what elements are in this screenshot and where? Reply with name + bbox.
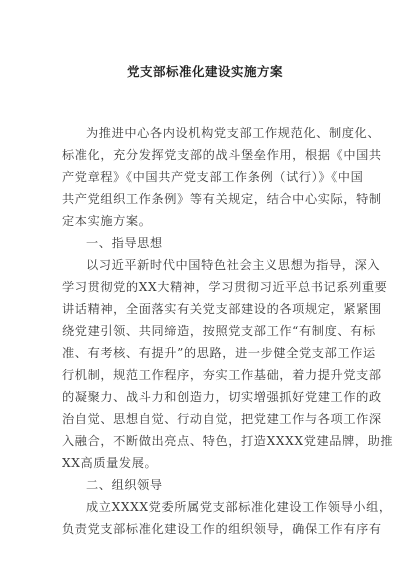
paragraph-line: 行机制，规范工作程序，夯实工作基础，着力提升党支部 bbox=[62, 368, 382, 382]
paragraph-line: 产党章程》《中国共产党支部工作条例（试行）》《中国 bbox=[62, 170, 364, 184]
paragraph-line: 成立XXXX党委所属党支部标准化建设工作领导小组， bbox=[86, 500, 392, 514]
paragraph-line: 的凝聚力、战斗力和创造力，切实增强抓好党建工作的政 bbox=[62, 390, 382, 404]
paragraph-line: 为推进中心各内设机构党支部工作规范化、制度化、 bbox=[86, 126, 381, 140]
paragraph-line: 讲话精神，全面落实有关党支部建设的各项规定，紧紧围 bbox=[62, 302, 382, 316]
section-heading: 一、指导思想 bbox=[86, 236, 163, 250]
paragraph-line: 学习贯彻党的XX大精神，学习贯彻习近平总书记系列重要 bbox=[62, 280, 388, 294]
paragraph-line: 标准化，充分发挥党支部的战斗堡垒作用，根据《中国共 bbox=[62, 148, 382, 162]
paragraph-line: 准、有考核、有提升”的思路，进一步健全党支部工作运 bbox=[62, 346, 376, 360]
paragraph-line: XX高质量发展。 bbox=[62, 456, 158, 470]
document-title: 党支部标准化建设实施方案 bbox=[126, 64, 283, 79]
paragraph-line: 入融合，不断做出亮点、特色，打造XXXX党建品牌，助推 bbox=[62, 434, 394, 448]
paragraph-line: 共产党组织工作条例》等有关规定，结合中心实际，特制 bbox=[62, 192, 382, 206]
paragraph-line: 定本实施方案。 bbox=[62, 214, 152, 228]
paragraph-line: 以习近平新时代中国特色社会主义思想为指导，深入 bbox=[86, 258, 381, 272]
section-heading: 二、组织领导 bbox=[86, 478, 163, 492]
paragraph-line: 治自觉、思想自觉、行动自觉，把党建工作与各项工作深 bbox=[62, 412, 382, 426]
paragraph-line: 负责党支部标准化建设工作的组织领导，确保工作有序有 bbox=[62, 522, 382, 536]
paragraph-line: 绕党建引领、共同缔造，按照党支部工作“有制度、有标 bbox=[62, 324, 376, 338]
